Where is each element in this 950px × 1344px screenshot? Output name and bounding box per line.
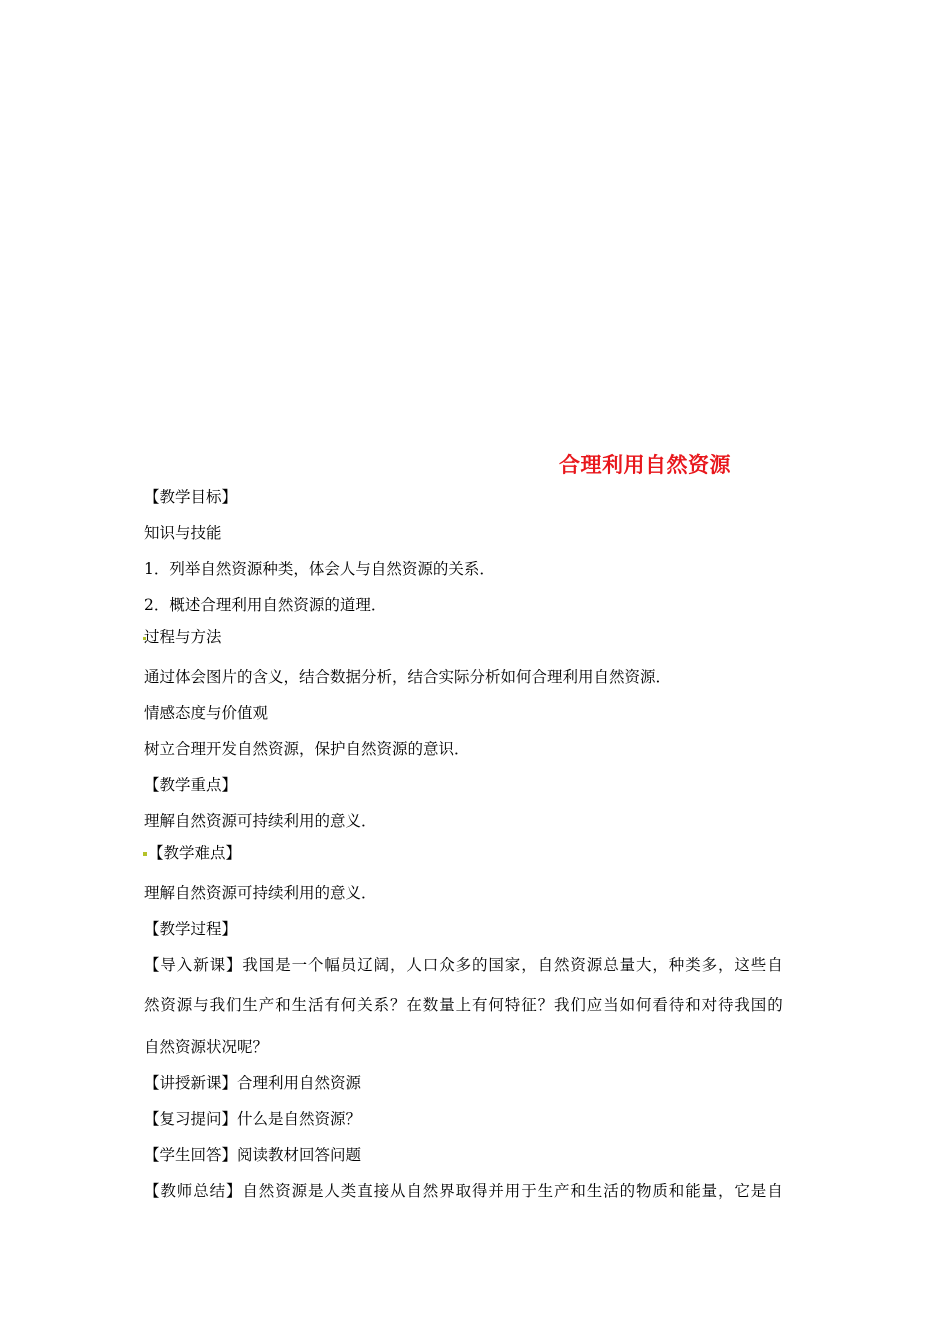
objective-item-2: 2．概述合理利用自然资源的道理．: [144, 596, 387, 614]
key-points-text: 理解自然资源可持续利用的意义．: [144, 812, 377, 830]
document-title: 合理利用自然资源: [559, 453, 731, 477]
subheading-process-methods: 过程与方法: [144, 628, 222, 646]
intro-paragraph-line-1: 【导入新课】我国是一个幅员辽阔，人口众多的国家，自然资源总量大，种类多，这些自: [144, 956, 784, 974]
heading-teaching-process: 【教学过程】: [144, 920, 238, 938]
new-lesson-line: 【讲授新课】合理利用自然资源: [144, 1074, 362, 1092]
intro-paragraph-line-2: 然资源与我们生产和生活有何关系？在数量上有何特征？我们应当如何看待和对待我国的: [144, 996, 784, 1014]
review-question-line: 【复习提问】什么是自然资源？: [144, 1110, 362, 1128]
teacher-summary-line: 【教师总结】自然资源是人类直接从自然界取得并用于生产和生活的物质和能量，它是自: [144, 1182, 784, 1200]
intro-paragraph-line-3: 自然资源状况呢？: [144, 1038, 269, 1056]
difficulties-text: 理解自然资源可持续利用的意义．: [144, 884, 377, 902]
heading-key-points: 【教学重点】: [144, 776, 238, 794]
process-methods-text: 通过体会图片的含义，结合数据分析，结合实际分析如何合理利用自然资源．: [144, 668, 672, 686]
attitude-values-text: 树立合理开发自然资源，保护自然资源的意识．: [144, 740, 470, 758]
subheading-knowledge-skills: 知识与技能: [144, 524, 222, 542]
objective-item-1: 1．列举自然资源种类，体会人与自然资源的关系．: [144, 560, 495, 578]
subheading-attitude-values: 情感态度与价值观: [144, 704, 269, 722]
heading-teaching-objectives: 【教学目标】: [144, 488, 238, 506]
heading-difficulties: 【教学难点】: [148, 844, 242, 862]
student-answer-line: 【学生回答】阅读教材回答问题: [144, 1146, 362, 1164]
stray-mark: [143, 852, 147, 856]
